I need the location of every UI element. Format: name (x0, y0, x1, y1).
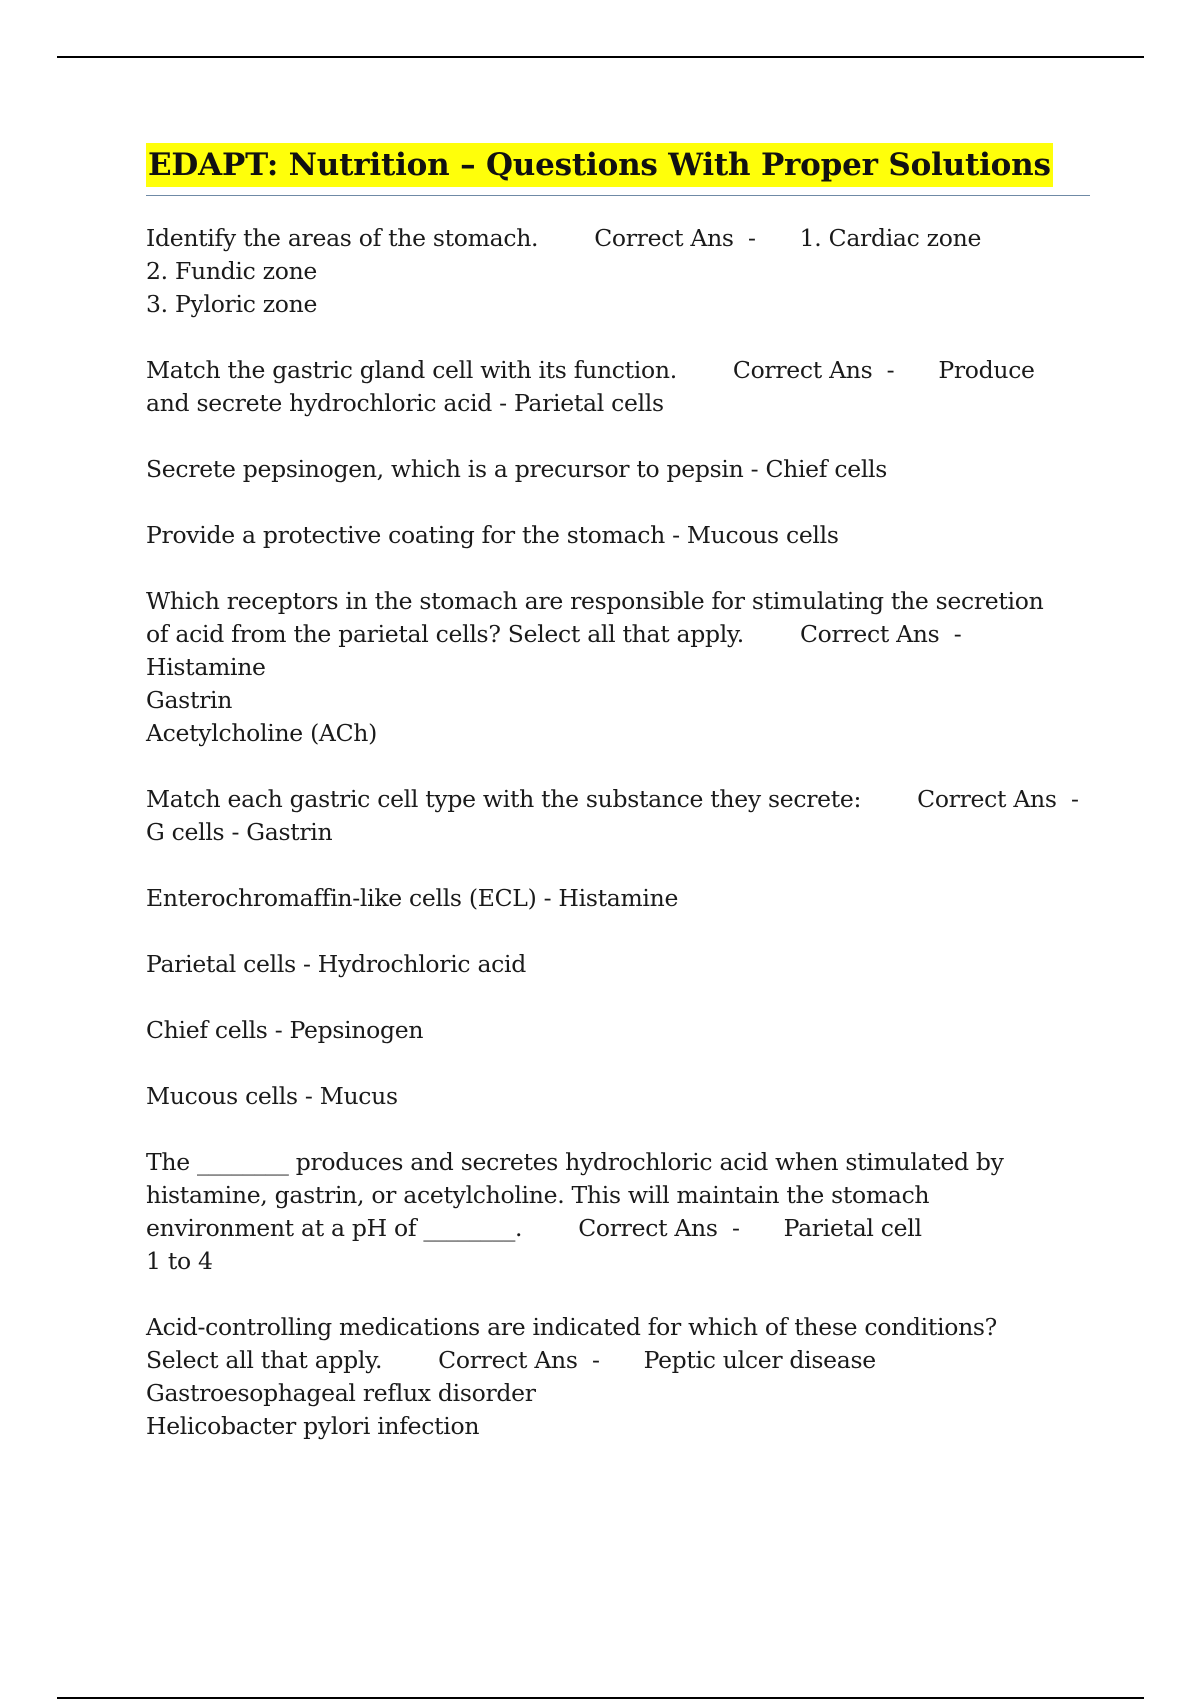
line-text: Mucous cells - Mucus (146, 1082, 398, 1110)
qa-block (146, 1080, 1090, 1113)
text-line (146, 222, 1090, 255)
question-text: Select all that apply. (146, 1346, 383, 1374)
text-line (146, 1014, 1090, 1047)
text-line (146, 1377, 1090, 1410)
qa-block (146, 783, 1090, 849)
question-text: environment at a pH of ________. (146, 1214, 523, 1242)
line-text: Provide a protective coating for the stomach - Mucous cells (146, 521, 839, 549)
qa-block (146, 222, 1090, 321)
line-text: Secrete pepsinogen, which is a precursor to pepsin - Chief cells (146, 455, 888, 483)
line-text: Histamine (146, 653, 266, 681)
text-line (146, 519, 1090, 552)
correct-ans-label: Correct Ans - (594, 224, 756, 252)
header-rule (57, 56, 1144, 58)
line-text: Which receptors in the stomach are responsible for stimulating the secretion (146, 587, 1044, 615)
footer-rule (57, 1697, 1144, 1699)
question-text: Identify the areas of the stomach. (146, 224, 539, 252)
text-line (146, 948, 1090, 981)
text-line (146, 717, 1090, 750)
answer-text: Peptic ulcer disease (643, 1346, 876, 1374)
question-text: of acid from the parietal cells? Select all that apply. (146, 620, 744, 648)
line-text: Acetylcholine (ACh) (146, 719, 377, 747)
question-text: Match each gastric cell type with the substance they secrete: (146, 785, 862, 813)
text-line (146, 1179, 1090, 1212)
qa-block (146, 882, 1090, 915)
text-line (146, 783, 1090, 816)
line-text: and secrete hydrochloric acid - Parietal cells (146, 389, 664, 417)
text-line (146, 1410, 1090, 1443)
text-line (146, 816, 1090, 849)
qa-block (146, 1146, 1090, 1278)
text-line (146, 585, 1090, 618)
correct-ans-label: Correct Ans - (732, 356, 895, 384)
text-line (146, 1344, 1090, 1377)
line-text: 2. Fundic zone (146, 257, 318, 285)
line-text: 3. Pyloric zone (146, 290, 318, 318)
qa-block (146, 519, 1090, 552)
answer-text: 1. Cardiac zone (799, 224, 982, 252)
line-text: Acid-controlling medications are indicated for which of these conditions? (146, 1313, 997, 1341)
qa-block (146, 1311, 1090, 1443)
line-text: 1 to 4 (146, 1247, 213, 1275)
text-line (146, 618, 1090, 651)
correct-ans-label: Correct Ans - (578, 1214, 740, 1242)
document-title: EDAPT: Nutrition – Questions With Proper Solutions (146, 143, 1053, 187)
answer-text: Parietal cell (783, 1214, 922, 1242)
correct-ans-label: Correct Ans - (438, 1346, 600, 1374)
text-line (146, 651, 1090, 684)
text-line (146, 1245, 1090, 1278)
line-text: histamine, gastrin, or acetylcholine. This will maintain the stomach (146, 1181, 930, 1209)
document-body (146, 143, 1090, 1476)
text-line (146, 387, 1090, 420)
text-line (146, 684, 1090, 717)
text-line (146, 453, 1090, 486)
text-line (146, 1146, 1090, 1179)
qa-block (146, 585, 1090, 750)
text-line (146, 354, 1090, 387)
title-underline (146, 143, 1090, 196)
qa-block (146, 453, 1090, 486)
line-text: Parietal cells - Hydrochloric acid (146, 950, 526, 978)
correct-ans-label: Correct Ans - (799, 620, 962, 648)
text-line (146, 288, 1090, 321)
correct-ans-label: Correct Ans - (917, 785, 1079, 813)
qa-block (146, 1014, 1090, 1047)
text-line (146, 882, 1090, 915)
text-line (146, 255, 1090, 288)
answer-text: Produce (938, 356, 1035, 384)
question-list (146, 222, 1090, 1443)
line-text: Helicobacter pylori infection (146, 1412, 480, 1440)
line-text: Gastrin (146, 686, 233, 714)
line-text: Gastroesophageal reflux disorder (146, 1379, 536, 1407)
line-text: Enterochromaffin-like cells (ECL) - Histamine (146, 884, 679, 912)
text-line (146, 1212, 1090, 1245)
text-line (146, 1311, 1090, 1344)
qa-block (146, 948, 1090, 981)
line-text: The ________ produces and secretes hydrochloric acid when stimulated by (146, 1148, 1004, 1176)
text-line (146, 1080, 1090, 1113)
question-text: Match the gastric gland cell with its function. (146, 356, 677, 384)
line-text: G cells - Gastrin (146, 818, 333, 846)
line-text: Chief cells - Pepsinogen (146, 1016, 424, 1044)
qa-block (146, 354, 1090, 420)
